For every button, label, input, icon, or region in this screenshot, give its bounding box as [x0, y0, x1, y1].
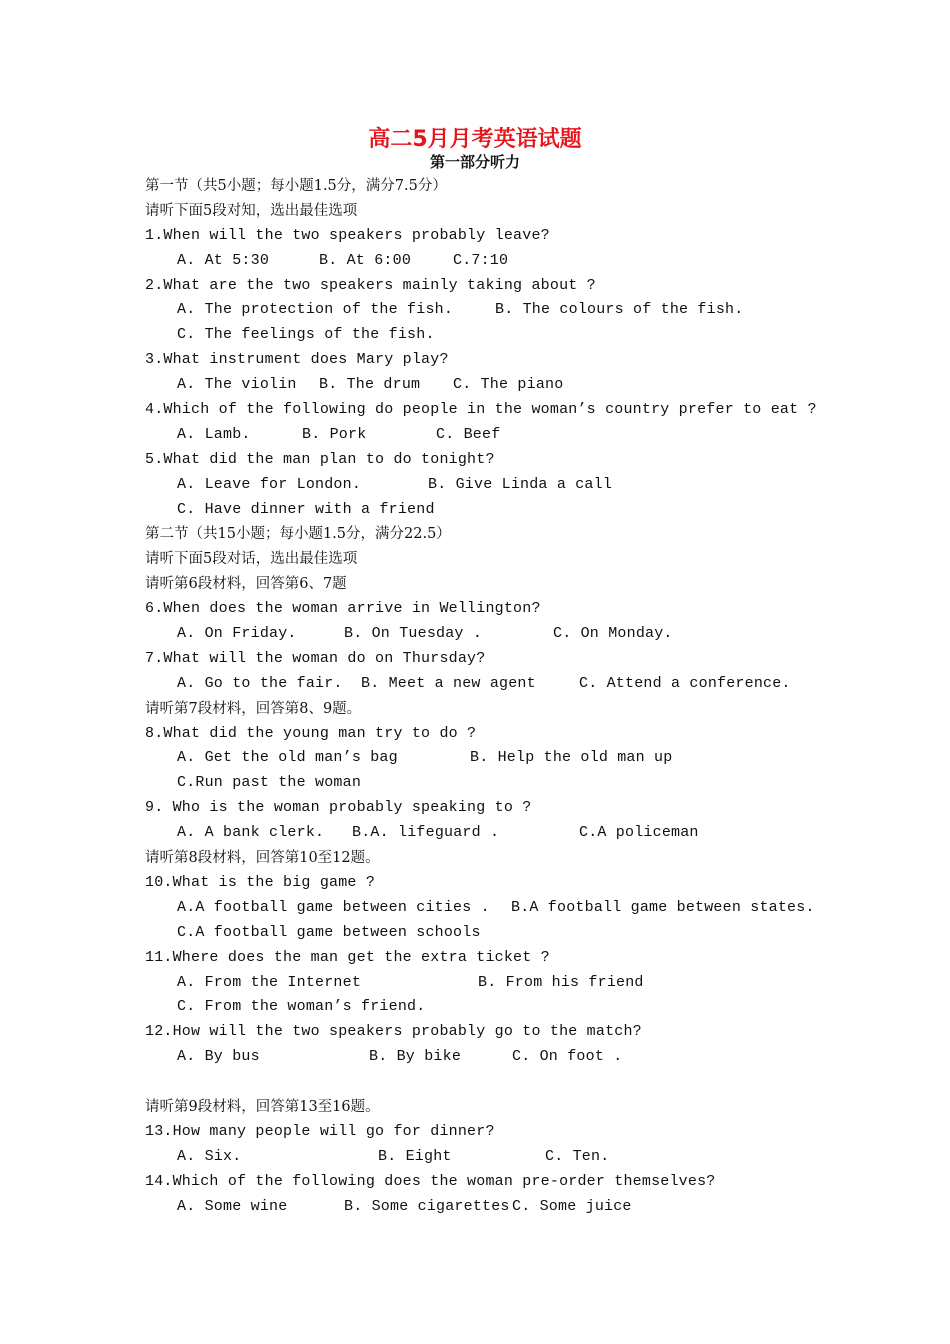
question-7: 7.What will the woman do on Thursday?	[145, 649, 486, 667]
question-8-options-row2	[145, 771, 845, 796]
option-a: A. Leave for London.	[177, 475, 362, 493]
question-14: 14.Which of the following does the woman pre-order themselves?	[145, 1172, 716, 1190]
option-a: A. The protection of the fish.	[177, 301, 454, 319]
option-c: C.A football game between schools	[177, 923, 481, 941]
question-1: 1.When will the two speakers probably leave?	[145, 226, 550, 244]
question-10: 10.What is the big game ?	[145, 873, 376, 891]
option-a: A.A football game between cities .	[177, 898, 490, 916]
question-12: 12.How will the two speakers probably go to the match?	[145, 1023, 642, 1041]
question-12-options	[145, 1045, 845, 1070]
option-b: B. At 6:00	[319, 251, 412, 269]
option-a: A. By bus	[177, 1048, 260, 1066]
option-a: A. On Friday.	[177, 625, 297, 643]
option-b: B. From his friend	[478, 973, 644, 991]
question-7-options	[145, 672, 845, 697]
material-8-instructions: 请听第8段材料，回答第10至12题。	[145, 850, 380, 867]
question-14-options	[145, 1195, 845, 1220]
section-two-instructions: 请听下面5段对话，选出最佳选项	[145, 551, 358, 568]
option-a: A. Lamb.	[177, 425, 251, 443]
question-11-options-row2	[145, 995, 845, 1020]
option-b: B. Pork	[302, 425, 367, 443]
option-b: B. Meet a new agent	[361, 674, 536, 692]
option-c: C. On Monday.	[553, 625, 673, 643]
option-b: B. Some cigarettes	[344, 1197, 510, 1215]
option-a: A. Go to the fair.	[177, 674, 343, 692]
question-4: 4.Which of the following do people in the woman’s country prefer to eat ?	[145, 401, 817, 419]
option-b: B.A. lifeguard .	[352, 824, 500, 842]
exam-content	[145, 174, 845, 1219]
material-9-instructions: 请听第9段材料，回答第13至16题。	[145, 1098, 380, 1115]
material-6-instructions: 请听第6段材料，回答第6、7题	[145, 576, 347, 593]
question-13-options	[145, 1145, 845, 1170]
option-c: C. Some juice	[512, 1197, 632, 1215]
option-b: B. Eight	[378, 1147, 452, 1165]
section-one-instructions: 请听下面5段对知，选出最佳选项	[145, 202, 358, 219]
option-b: B. Give Linda a call	[428, 475, 613, 493]
question-2-options	[145, 298, 845, 323]
option-c: C.Run past the woman	[177, 774, 362, 792]
question-2-options-row2	[145, 323, 845, 348]
question-5: 5.What did the man plan to do tonight?	[145, 450, 495, 468]
option-b: B.A football game between states.	[511, 898, 815, 916]
option-c: C. Attend a conference.	[579, 674, 791, 692]
question-9-options	[145, 821, 845, 846]
option-c: C. On foot .	[512, 1048, 623, 1066]
question-10-options-row2	[145, 921, 845, 946]
option-b: B. On Tuesday .	[344, 625, 483, 643]
question-10-options	[145, 896, 845, 921]
part-one-heading: 第一部分听力	[429, 153, 520, 171]
question-11-options	[145, 971, 845, 996]
question-11: 11.Where does the man get the extra ticket ?	[145, 948, 550, 966]
option-a: A. A bank clerk.	[177, 824, 325, 842]
option-c: C. Have dinner with a friend	[177, 500, 435, 518]
option-c: C. The feelings of the fish.	[177, 326, 435, 344]
option-a: A. From the Internet	[177, 973, 362, 991]
question-9: 9. Who is the woman probably speaking to ?	[145, 799, 532, 817]
option-b: B. The drum	[319, 376, 421, 394]
question-6-options	[145, 622, 845, 647]
option-c: C. Beef	[436, 425, 501, 443]
option-b: B. The colours of the fish.	[495, 301, 744, 319]
question-5-options	[145, 473, 845, 498]
question-2: 2.What are the two speakers mainly taking about ?	[145, 276, 596, 294]
question-3: 3.What instrument does Mary play?	[145, 351, 449, 369]
section-one-header: 第一节（共5小题；每小题1.5分，满分7.5分）	[145, 178, 447, 194]
question-13: 13.How many people will go for dinner?	[145, 1122, 495, 1140]
question-6: 6.When does the woman arrive in Wellington?	[145, 600, 541, 618]
exam-title: 高二5月月考英语试题	[368, 127, 582, 152]
option-a: A. The violin	[177, 376, 297, 394]
option-a: A. Get the old man’s bag	[177, 749, 398, 767]
option-a: A. Some wine	[177, 1197, 288, 1215]
question-8-options	[145, 746, 845, 771]
material-7-instructions: 请听第7段材料，回答第8、9题。	[145, 700, 362, 717]
option-c: C. From the woman’s friend.	[177, 998, 426, 1016]
question-1-options	[145, 249, 845, 274]
question-4-options	[145, 423, 845, 448]
section-two-header: 第二节（共15小题；每小题1.5分，满分22.5）	[145, 526, 451, 543]
question-5-options-row2	[145, 498, 845, 523]
option-c: C. The piano	[453, 376, 564, 394]
option-a: A. At 5:30	[177, 251, 270, 269]
option-b: B. Help the old man up	[470, 749, 673, 767]
question-3-options	[145, 373, 845, 398]
spacer	[145, 1070, 845, 1095]
question-8: 8.What did the young man try to do ?	[145, 724, 477, 742]
option-a: A. Six.	[177, 1147, 242, 1165]
option-b: B. By bike	[369, 1048, 462, 1066]
option-c: C.7:10	[453, 251, 509, 269]
option-c: C. Ten.	[545, 1147, 610, 1165]
option-c: C.A policeman	[579, 824, 699, 842]
